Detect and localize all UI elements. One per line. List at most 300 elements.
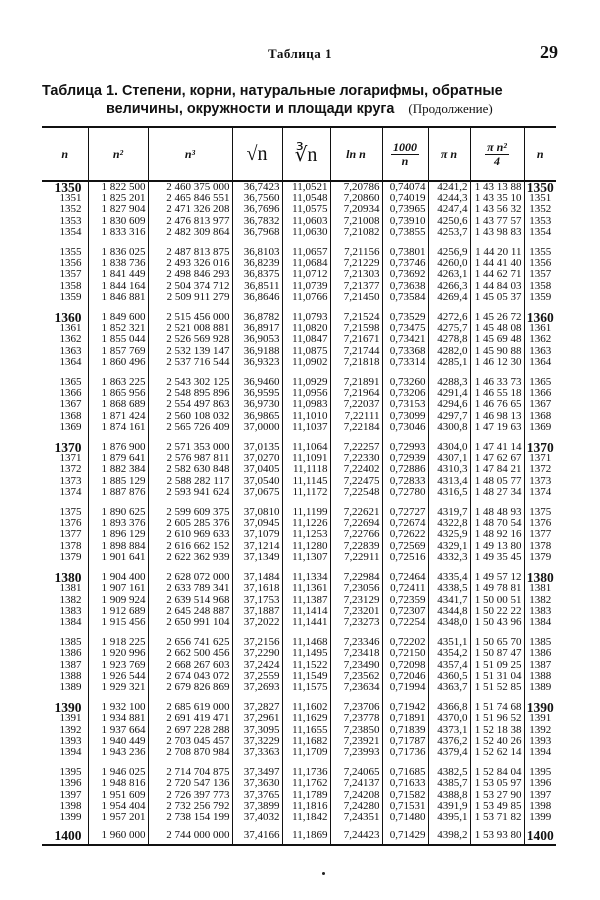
- cell-n-squared: 1 904 400: [88, 563, 148, 583]
- cell-area: 1 53 93 80: [470, 823, 524, 845]
- cell-circumference: 4319,7: [428, 498, 470, 518]
- cell-n-cubed: 2 679 826 869: [148, 682, 232, 693]
- cell-ln: 7,21377: [330, 281, 382, 292]
- col-header-n: n: [42, 127, 88, 181]
- cell-n-squared: 1 929 321: [88, 682, 148, 693]
- cell-n: 1400: [42, 823, 88, 845]
- cell-ln: 7,22548: [330, 487, 382, 498]
- cell-sqrt: 36,8103: [232, 238, 282, 258]
- continued-note: (Продолжение): [408, 101, 493, 116]
- cell-sqrt: 37,3363: [232, 747, 282, 758]
- cell-n-cubed: 2 537 716 544: [148, 357, 232, 368]
- table-row: [42, 181, 556, 193]
- cell-n-cubed: 2 645 248 887: [148, 606, 232, 617]
- cell-area: 1 44 20 11: [470, 238, 524, 258]
- cell-area: 1 45 90 88: [470, 346, 524, 357]
- cell-circumference: 4382,5: [428, 758, 470, 778]
- cell-n-squared: 1 868 689: [88, 399, 148, 410]
- cell-area: 1 53 49 85: [470, 801, 524, 812]
- cell-area: 1 47 41 14: [470, 433, 524, 453]
- cell-cbrt: 11,1253: [282, 529, 330, 540]
- cell-n-right: 1366: [524, 388, 556, 399]
- cell-ln: 7,21818: [330, 357, 382, 368]
- cell-n: 1352: [59, 204, 82, 216]
- cell-n-squared: 1 946 025: [88, 758, 148, 778]
- cell-n: 1386: [59, 648, 82, 660]
- cell-cbrt: 11,1118: [282, 464, 330, 475]
- cell-reciprocal: 0,73910: [382, 216, 428, 227]
- cell-ln: 7,21524: [330, 303, 382, 323]
- cell-area: 1 45 05 37: [470, 292, 524, 303]
- cell-n-cubed: 2 628 072 000: [148, 563, 232, 583]
- cell-n-squared: 1 882 384: [88, 464, 148, 475]
- area-denominator: 4: [493, 153, 500, 168]
- cell-n-squared: 1 951 609: [88, 790, 148, 801]
- col-header-n-cubed: n³: [148, 127, 232, 181]
- cell-circumference: 4354,2: [428, 648, 470, 659]
- cell-circumference: 4256,9: [428, 238, 470, 258]
- cell-circumference: 4310,3: [428, 464, 470, 475]
- cell-reciprocal: 0,72464: [382, 563, 428, 583]
- table-row: [42, 292, 556, 303]
- cell-sqrt: 36,7423: [232, 181, 282, 193]
- sqrt-symbol: √n: [246, 142, 268, 165]
- cell-n-squared: 1 857 769: [88, 346, 148, 357]
- col-header-sqrt: [232, 127, 282, 181]
- table-row: [42, 411, 556, 422]
- cell-area: 1 46 12 30: [470, 357, 524, 368]
- cell-n-cubed: 2 515 456 000: [148, 303, 232, 323]
- cell-reciprocal: 0,71839: [382, 725, 428, 736]
- cell-n-cubed: 2 471 326 208: [148, 204, 232, 215]
- cell-n-squared: 1 915 456: [88, 617, 148, 628]
- table-row: [42, 193, 556, 204]
- cell-cbrt: 11,0847: [282, 334, 330, 345]
- cell-n-cubed: 2 738 154 199: [148, 812, 232, 823]
- cell-n-cubed: 2 476 813 977: [148, 216, 232, 227]
- cell-circumference: 4260,0: [428, 258, 470, 269]
- cell-circumference: 4348,0: [428, 617, 470, 628]
- cell-n-squared: 1 920 996: [88, 648, 148, 659]
- cell-circumference: 4282,0: [428, 346, 470, 357]
- cell-reciprocal: 0,71480: [382, 812, 428, 823]
- cell-area: 1 48 92 16: [470, 529, 524, 540]
- cell-n: 1362: [59, 334, 82, 346]
- cell-n: 1355: [59, 246, 82, 259]
- powers-roots-table: [42, 126, 556, 846]
- cell-sqrt: 36,8239: [232, 258, 282, 269]
- cell-n-squared: 1 830 609: [88, 216, 148, 227]
- cell-n: 1350: [54, 181, 82, 194]
- cell-cbrt: 11,1387: [282, 595, 330, 606]
- cell-n-squared: 1 896 129: [88, 529, 148, 540]
- cell-area: 1 50 22 22: [470, 606, 524, 617]
- cell-area: 1 43 77 57: [470, 216, 524, 227]
- cell-cbrt: 11,0521: [282, 181, 330, 193]
- cell-circumference: 4370,0: [428, 713, 470, 724]
- cell-n: 1395: [59, 766, 82, 779]
- cell-ln: 7,23273: [330, 617, 382, 628]
- cell-reciprocal: 0,73314: [382, 357, 428, 368]
- cell-reciprocal: 0,73368: [382, 346, 428, 357]
- page-speck: [322, 872, 325, 875]
- cell-n-right: 1357: [524, 269, 556, 280]
- cell-area: 1 45 48 08: [470, 323, 524, 334]
- cell-ln: 7,21744: [330, 346, 382, 357]
- cell-n-right: 1400: [524, 823, 556, 845]
- cell-n-cubed: 2 521 008 881: [148, 323, 232, 334]
- cell-circumference: 4285,1: [428, 357, 470, 368]
- cell-circumference: 4344,8: [428, 606, 470, 617]
- table-row: [42, 303, 556, 323]
- cell-n: 1367: [59, 399, 82, 411]
- cell-n-squared: 1 860 496: [88, 357, 148, 368]
- cell-reciprocal: 0,71787: [382, 736, 428, 747]
- table-row: [42, 281, 556, 292]
- cell-n-right: 1351: [524, 193, 556, 204]
- cell-cbrt: 11,0820: [282, 323, 330, 334]
- cell-n: 1366: [59, 388, 82, 400]
- table-row: [42, 801, 556, 812]
- cell-n-right: 1353: [524, 216, 556, 227]
- cell-sqrt: 36,8511: [232, 281, 282, 292]
- table-row: [42, 682, 556, 693]
- cell-cbrt: 11,0548: [282, 193, 330, 204]
- cell-circumference: 4341,7: [428, 595, 470, 606]
- cell-n-right: 1388: [524, 671, 556, 682]
- reciprocal-fraction: [391, 141, 419, 168]
- cell-sqrt: 37,2961: [232, 713, 282, 724]
- cell-cbrt: 11,0902: [282, 357, 330, 368]
- cell-area: 1 45 69 48: [470, 334, 524, 345]
- cell-sqrt: 36,9730: [232, 399, 282, 410]
- page-number: 29: [540, 42, 558, 62]
- cell-n: 1360: [54, 310, 82, 324]
- cell-n-cubed: 2 708 870 984: [148, 747, 232, 758]
- cell-circumference: 4388,8: [428, 790, 470, 801]
- cell-reciprocal: 0,72359: [382, 595, 428, 606]
- cell-n-cubed: 2 504 374 712: [148, 281, 232, 292]
- cell-n-cubed: 2 532 139 147: [148, 346, 232, 357]
- cell-n-cubed: 2 571 353 000: [148, 433, 232, 453]
- cell-n: 1392: [59, 724, 82, 736]
- cell-sqrt: 36,9460: [232, 368, 282, 388]
- cell-ln: 7,21598: [330, 323, 382, 334]
- cell-n: 1393: [59, 735, 82, 747]
- cell-reciprocal: 0,74019: [382, 193, 428, 204]
- cell-ln: 7,20860: [330, 193, 382, 204]
- cell-n-cubed: 2 656 741 625: [148, 628, 232, 648]
- cell-ln: 7,23490: [330, 660, 382, 671]
- cell-circumference: 4385,7: [428, 778, 470, 789]
- cell-ln: 7,22911: [330, 552, 382, 563]
- cell-ln: 7,23706: [330, 693, 382, 713]
- cell-n-right: 1393: [524, 736, 556, 747]
- cell-sqrt: 37,1753: [232, 595, 282, 606]
- cell-n: 1351: [59, 193, 82, 205]
- cell-cbrt: 11,0657: [282, 238, 330, 258]
- cell-n-right: 1383: [524, 606, 556, 617]
- cell-n-squared: 1 934 881: [88, 713, 148, 724]
- cell-n: 1364: [59, 356, 82, 368]
- cell-n-squared: 1 887 876: [88, 487, 148, 498]
- cell-reciprocal: 0,72150: [382, 648, 428, 659]
- table-row: [42, 368, 556, 388]
- cell-n-right: 1370: [524, 433, 556, 453]
- title-line-1: Таблица 1. Степени, корни, натуральные логарифмы, обратные: [42, 83, 503, 99]
- cell-circumference: 4379,4: [428, 747, 470, 758]
- cell-area: 1 52 84 04: [470, 758, 524, 778]
- cell-sqrt: 37,2156: [232, 628, 282, 648]
- cell-sqrt: 37,2290: [232, 648, 282, 659]
- cell-reciprocal: 0,72993: [382, 433, 428, 453]
- cell-circumference: 4360,5: [428, 671, 470, 682]
- cell-reciprocal: 0,71582: [382, 790, 428, 801]
- cell-cbrt: 11,1010: [282, 411, 330, 422]
- cell-n-right: 1391: [524, 713, 556, 724]
- cell-circumference: 4291,4: [428, 388, 470, 399]
- cell-sqrt: 37,2559: [232, 671, 282, 682]
- cell-reciprocal: 0,73206: [382, 388, 428, 399]
- cell-sqrt: 36,7968: [232, 227, 282, 238]
- table-row: [42, 258, 556, 269]
- cell-n-right: 1376: [524, 518, 556, 529]
- table-header-row: [42, 127, 556, 181]
- cell-area: 1 52 40 26: [470, 736, 524, 747]
- cell-sqrt: 37,0270: [232, 453, 282, 464]
- cell-circumference: 4297,7: [428, 411, 470, 422]
- cell-area: 1 51 96 52: [470, 713, 524, 724]
- cell-n-cubed: 2 605 285 376: [148, 518, 232, 529]
- cell-reciprocal: 0,73692: [382, 269, 428, 280]
- cell-n-squared: 1 909 924: [88, 595, 148, 606]
- cell-sqrt: 36,7832: [232, 216, 282, 227]
- cell-circumference: 4244,3: [428, 193, 470, 204]
- cell-reciprocal: 0,71531: [382, 801, 428, 812]
- cell-n-squared: 1 932 100: [88, 693, 148, 713]
- cell-n: 1378: [59, 540, 82, 552]
- cell-n-right: 1390: [524, 693, 556, 713]
- cell-sqrt: 36,8782: [232, 303, 282, 323]
- cell-sqrt: 37,0675: [232, 487, 282, 498]
- cell-cbrt: 11,0929: [282, 368, 330, 388]
- table-row: [42, 648, 556, 659]
- table-row: [42, 713, 556, 724]
- cell-ln: 7,23993: [330, 747, 382, 758]
- cell-reciprocal: 0,71685: [382, 758, 428, 778]
- cell-n-squared: 1 879 641: [88, 453, 148, 464]
- table-row: [42, 238, 556, 258]
- cell-sqrt: 37,0135: [232, 433, 282, 453]
- cell-n-squared: 1 825 201: [88, 193, 148, 204]
- cell-cbrt: 11,1869: [282, 823, 330, 845]
- cell-n: 1380: [54, 570, 82, 584]
- cell-reciprocal: 0,73475: [382, 323, 428, 334]
- cell-n-cubed: 2 744 000 000: [148, 823, 232, 845]
- cell-reciprocal: 0,73099: [382, 411, 428, 422]
- cell-reciprocal: 0,73584: [382, 292, 428, 303]
- cell-cbrt: 11,1441: [282, 617, 330, 628]
- table-row: [42, 346, 556, 357]
- cell-n: 1382: [59, 594, 82, 606]
- cell-sqrt: 36,9188: [232, 346, 282, 357]
- cell-cbrt: 11,0712: [282, 269, 330, 280]
- col-header-ln: ln n: [330, 127, 382, 181]
- cell-n-right: 1377: [524, 529, 556, 540]
- cell-n-cubed: 2 493 326 016: [148, 258, 232, 269]
- cell-n-right: 1398: [524, 801, 556, 812]
- cell-reciprocal: 0,71994: [382, 682, 428, 693]
- cell-n-right: 1354: [524, 227, 556, 238]
- cell-n: 1383: [59, 605, 82, 617]
- col-header-circumference: π n: [428, 127, 470, 181]
- cell-ln: 7,22257: [330, 433, 382, 453]
- cell-circumference: 4363,7: [428, 682, 470, 693]
- cell-n: 1381: [59, 583, 82, 595]
- cell-n-squared: 1 907 161: [88, 583, 148, 594]
- table-row: [42, 541, 556, 552]
- cell-sqrt: 37,3497: [232, 758, 282, 778]
- cell-n-right: 1358: [524, 281, 556, 292]
- cell-n-cubed: 2 720 547 136: [148, 778, 232, 789]
- table-row: [42, 583, 556, 594]
- table-row: [42, 422, 556, 433]
- cell-reciprocal: 0,72516: [382, 552, 428, 563]
- cell-ln: 7,22184: [330, 422, 382, 433]
- cell-n: 1370: [54, 440, 82, 454]
- cell-circumference: 4366,8: [428, 693, 470, 713]
- cell-cbrt: 11,0603: [282, 216, 330, 227]
- cell-n-right: 1371: [524, 453, 556, 464]
- cell-n-cubed: 2 662 500 456: [148, 648, 232, 659]
- cell-n-squared: 1 833 316: [88, 227, 148, 238]
- cell-ln: 7,24208: [330, 790, 382, 801]
- table-row: [42, 812, 556, 823]
- cell-reciprocal: 0,73046: [382, 422, 428, 433]
- cell-n-right: 1386: [524, 648, 556, 659]
- reciprocal-denominator: n: [401, 153, 409, 168]
- cell-reciprocal: 0,71736: [382, 747, 428, 758]
- table-row: [42, 595, 556, 606]
- cell-cbrt: 11,0766: [282, 292, 330, 303]
- cell-n-cubed: 2 498 846 293: [148, 269, 232, 280]
- cell-n: 1368: [59, 410, 82, 422]
- cell-area: 1 44 84 03: [470, 281, 524, 292]
- cell-area: 1 47 19 63: [470, 422, 524, 433]
- cell-ln: 7,22839: [330, 541, 382, 552]
- cell-reciprocal: 0,72622: [382, 529, 428, 540]
- cell-circumference: 4325,9: [428, 529, 470, 540]
- cell-n: 1369: [59, 421, 82, 433]
- cell-area: 1 49 78 81: [470, 583, 524, 594]
- cell-reciprocal: 0,72569: [382, 541, 428, 552]
- cell-n-right: 1378: [524, 541, 556, 552]
- cell-n: 1396: [59, 778, 82, 790]
- table-row: [42, 498, 556, 518]
- cell-reciprocal: 0,73855: [382, 227, 428, 238]
- col-header-cbrt: [282, 127, 330, 181]
- cell-circumference: 4247,4: [428, 204, 470, 215]
- cell-area: 1 52 62 14: [470, 747, 524, 758]
- cell-n: 1363: [59, 345, 82, 357]
- table-row: [42, 628, 556, 648]
- cell-ln: 7,22984: [330, 563, 382, 583]
- cell-sqrt: 37,0540: [232, 476, 282, 487]
- cell-ln: 7,21891: [330, 368, 382, 388]
- cell-area: 1 45 26 72: [470, 303, 524, 323]
- cell-n-right: 1392: [524, 725, 556, 736]
- cell-n: 1399: [59, 811, 82, 823]
- cell-reciprocal: 0,73638: [382, 281, 428, 292]
- table-row: [42, 464, 556, 475]
- cell-area: 1 51 31 04: [470, 671, 524, 682]
- cell-n-cubed: 2 650 991 104: [148, 617, 232, 628]
- cell-n-squared: 1 822 500: [88, 181, 148, 193]
- table-row: [42, 758, 556, 778]
- cell-area: 1 53 27 90: [470, 790, 524, 801]
- cell-area: 1 43 98 83: [470, 227, 524, 238]
- cell-circumference: 4395,1: [428, 812, 470, 823]
- cell-circumference: 4278,8: [428, 334, 470, 345]
- cell-n-right: 1379: [524, 552, 556, 563]
- cell-cbrt: 11,0875: [282, 346, 330, 357]
- cell-n-right: 1360: [524, 303, 556, 323]
- cell-n-right: 1355: [524, 238, 556, 258]
- cell-n-squared: 1 926 544: [88, 671, 148, 682]
- cell-ln: 7,23129: [330, 595, 382, 606]
- cell-n-right: 1396: [524, 778, 556, 789]
- cell-ln: 7,24065: [330, 758, 382, 778]
- cell-n-cubed: 2 588 282 117: [148, 476, 232, 487]
- cell-circumference: 4253,7: [428, 227, 470, 238]
- cell-n: 1389: [59, 681, 82, 693]
- cell-sqrt: 36,9053: [232, 334, 282, 345]
- cell-reciprocal: 0,72727: [382, 498, 428, 518]
- cell-n-squared: 1 844 164: [88, 281, 148, 292]
- running-head: Таблица 1: [267, 46, 333, 61]
- table-row: [42, 476, 556, 487]
- cell-n-squared: 1 960 000: [88, 823, 148, 845]
- cell-cbrt: 11,1414: [282, 606, 330, 617]
- cell-reciprocal: 0,72202: [382, 628, 428, 648]
- cell-cbrt: 11,1789: [282, 790, 330, 801]
- cell-area: 1 48 48 93: [470, 498, 524, 518]
- cell-area: 1 49 35 45: [470, 552, 524, 563]
- cell-n-squared: 1 855 044: [88, 334, 148, 345]
- cell-reciprocal: 0,74074: [382, 181, 428, 193]
- cell-ln: 7,23778: [330, 713, 382, 724]
- cell-circumference: 4294,6: [428, 399, 470, 410]
- table-row: [42, 399, 556, 410]
- cell-n-squared: 1 893 376: [88, 518, 148, 529]
- table-row: [42, 433, 556, 453]
- cell-circumference: 4332,3: [428, 552, 470, 563]
- cell-circumference: 4335,4: [428, 563, 470, 583]
- table-row: [42, 269, 556, 280]
- cell-area: 1 47 62 67: [470, 453, 524, 464]
- cell-n-cubed: 2 691 419 471: [148, 713, 232, 724]
- table-row: [42, 552, 556, 563]
- cell-ln: 7,21008: [330, 216, 382, 227]
- cell-n-squared: 1 836 025: [88, 238, 148, 258]
- cell-n: 1398: [59, 800, 82, 812]
- cell-sqrt: 36,8646: [232, 292, 282, 303]
- cell-n-squared: 1 957 201: [88, 812, 148, 823]
- cell-area: 1 50 00 51: [470, 595, 524, 606]
- cell-n-squared: 1 849 600: [88, 303, 148, 323]
- cell-n-cubed: 2 633 789 341: [148, 583, 232, 594]
- table-row: [42, 736, 556, 747]
